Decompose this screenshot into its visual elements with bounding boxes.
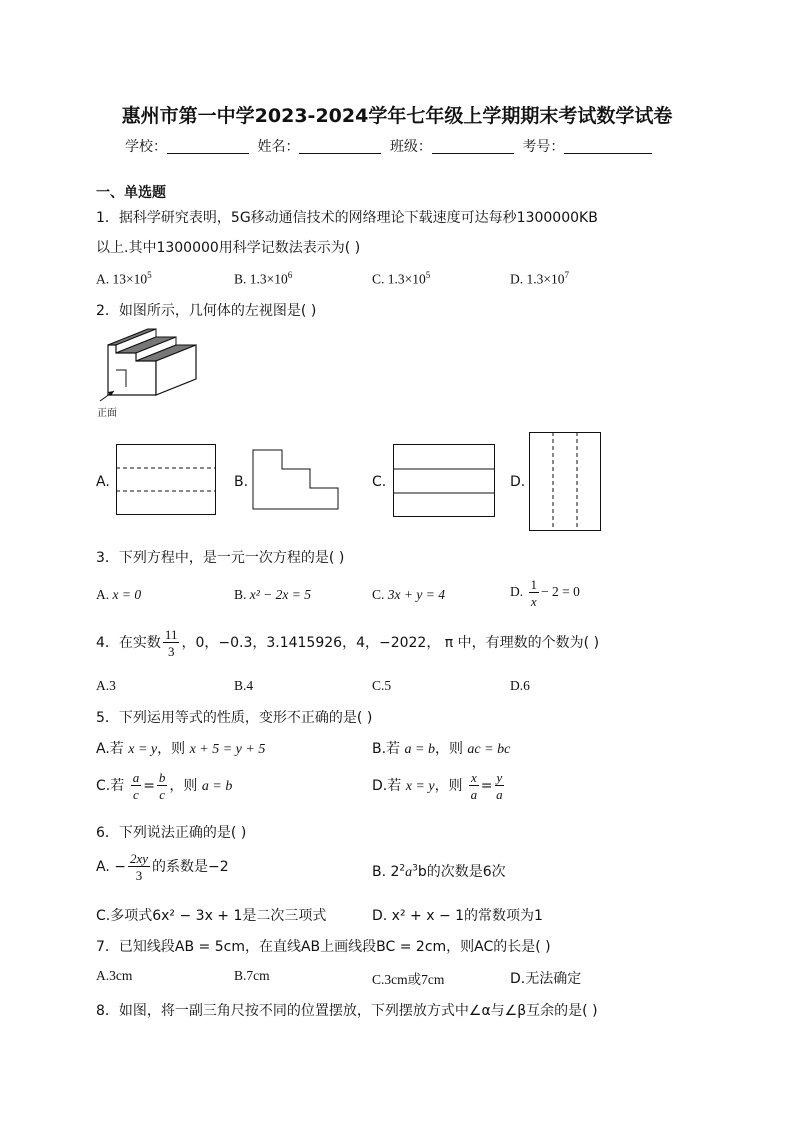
q5-a-pre: A.若	[96, 741, 129, 757]
class-label: 班级：	[389, 139, 432, 155]
q3-option-b	[234, 587, 311, 603]
q5-stem: 5．下列运用等式的性质，变形不正确的是( )	[96, 710, 373, 726]
q5-d-mid: ，则	[434, 778, 468, 794]
q4-fraction	[163, 628, 180, 658]
q4-stem-post: ，0，−0.3，3.1415926，4，−2022， π 中，有理数的个数为( )	[181, 635, 600, 651]
q5-c-frac1	[131, 771, 142, 801]
q1-line2: 以上.其中1300000用科学记数法表示为( )	[96, 240, 361, 256]
q5-option-b	[372, 738, 510, 758]
front-label: 正面	[97, 408, 117, 419]
q3-option-d-label: D.	[510, 584, 527, 600]
q5-d-frac2-den: a	[496, 787, 503, 802]
q5-b-cond: a = b	[404, 742, 435, 757]
q3-option-d	[510, 578, 580, 608]
q3-option-c	[372, 587, 445, 603]
q5-c-mid: ，则	[169, 778, 202, 794]
q2-option-b-label: B.	[234, 474, 249, 490]
q4-stem-pre: 4．在实数	[96, 635, 161, 651]
q8-stem: 8．如图，将一副三角尺按不同的位置摆放，下列摆放方式中∠α与∠β互余的是( )	[96, 1003, 598, 1019]
q6-b-exp2: 3	[412, 863, 418, 874]
q3-option-b-label: B.	[234, 587, 250, 602]
q1-option-c-exp: 5	[425, 270, 431, 280]
q5-d-frac1	[469, 771, 479, 801]
q5-a-res: x + 5 = y + 5	[189, 742, 266, 757]
q5-a-cond: x = y	[128, 742, 158, 757]
q3-option-a-expr: x = 0	[112, 587, 142, 602]
q3-d-numerator: 1	[530, 577, 537, 592]
q5-c-frac2	[157, 771, 168, 801]
school-label: 学校：	[125, 139, 167, 155]
class-blank	[432, 139, 514, 154]
q5-c-frac2-num: b	[158, 770, 166, 785]
q6-option-b	[372, 861, 506, 881]
q4-option-d: D.6	[510, 678, 530, 693]
q1-option-c-text: C. 1.3×10	[372, 271, 426, 287]
q5-option-d	[372, 771, 506, 801]
q6-a-frac	[128, 852, 150, 882]
q5-option-c	[96, 771, 232, 801]
q2-option-a-label: A.	[96, 474, 110, 490]
q5-b-mid: ，则	[434, 741, 468, 757]
name-label: 姓名：	[257, 139, 300, 155]
q3-option-b-expr: x² − 2x = 5	[249, 587, 312, 602]
q3-option-c-expr: 3x + y = 4	[387, 587, 445, 602]
q6-a-frac-num: 2xy	[129, 851, 149, 866]
q1-option-b-text: B. 1.3×10	[234, 271, 288, 287]
q5-b-res: ac = bc	[467, 742, 511, 757]
q2-option-d-view	[529, 432, 602, 532]
q6-a-pre: A. −	[96, 859, 126, 875]
q3-option-d-rest: − 2 = 0	[541, 584, 580, 600]
q7-stem: 7．已知线段AB = 5cm，在直线AB上画线段BC = 2cm，则AC的长是( )	[96, 939, 551, 955]
q1-line1: 1．据科学研究表明，5G移动通信技术的网络理论下载速度可达每秒1300000KB	[96, 210, 598, 226]
q4-option-b: B.4	[234, 678, 254, 693]
q5-a-mid: ，则	[157, 741, 190, 757]
q1-option-c	[372, 270, 430, 288]
q5-d-frac2	[495, 771, 505, 801]
q3-stem: 3．下列方程中，是一元一次方程的是( )	[96, 550, 345, 566]
q4-fraction-num: 11	[164, 627, 178, 642]
q5-c-eq: =	[143, 778, 155, 794]
q5-b-pre: B.若	[372, 741, 405, 757]
q4-option-a: A.3	[96, 678, 116, 693]
q6-a-frac-den: 3	[135, 868, 143, 883]
q1-option-b-exp: 6	[287, 270, 293, 280]
q3-d-denominator: x	[530, 594, 537, 609]
q5-d-frac1-num: x	[471, 770, 477, 785]
q3-option-c-label: C.	[372, 587, 388, 602]
q5-d-cond: x = y	[405, 779, 435, 794]
q2-option-d-label: D.	[510, 474, 526, 490]
section-heading: 一、单选题	[96, 185, 166, 201]
q1-option-d-text: D. 1.3×10	[510, 271, 565, 287]
q1-option-a-exp: 5	[147, 270, 152, 280]
number-label: 考号：	[522, 139, 565, 155]
q3-option-d-fraction	[529, 578, 540, 608]
q5-d-frac2-num: y	[496, 770, 503, 785]
q1-option-d	[510, 270, 569, 288]
student-info-line	[125, 136, 656, 156]
q1-option-a	[96, 270, 152, 288]
q5-d-frac1-den: a	[470, 787, 478, 802]
q7-option-c: C.3cm或7cm	[372, 972, 445, 987]
q3-option-a-label: A.	[96, 587, 113, 602]
q6-b-exp1: 2	[399, 863, 406, 874]
q7-option-a: A.3cm	[96, 968, 133, 983]
q6-a-post: 的系数是−2	[152, 859, 229, 875]
q5-c-res: a = b	[201, 779, 233, 794]
q5-d-pre: D.若	[372, 778, 406, 794]
q2-option-b-view	[252, 449, 340, 511]
q6-b-pre: B. 2	[372, 864, 400, 880]
q1-option-d-exp: 7	[564, 270, 569, 280]
q7-option-d: D.无法确定	[510, 971, 582, 987]
q4-stem	[96, 628, 599, 658]
q1-option-b	[234, 270, 292, 288]
number-blank	[564, 139, 652, 154]
q6-b-var: a	[405, 865, 413, 880]
q6-option-a	[96, 852, 229, 882]
q2-option-c-view	[393, 444, 496, 518]
q3-option-a	[96, 587, 141, 603]
school-blank	[167, 139, 249, 154]
q6-b-post: b的次数是6次	[417, 864, 506, 880]
q1-option-a-text: A. 13×10	[96, 271, 148, 287]
q2-option-c-label: C.	[372, 474, 387, 490]
q5-c-frac2-den: c	[159, 787, 166, 802]
q5-c-pre: C.若	[96, 778, 129, 794]
q7-option-b: B.7cm	[234, 968, 270, 983]
q4-option-c: C.5	[372, 678, 392, 693]
q5-c-frac1-num: a	[132, 770, 140, 785]
q6-stem: 6．下列说法正确的是( )	[96, 825, 247, 841]
q6-option-c: C.多项式6x² − 3x + 1是二次三项式	[96, 908, 327, 924]
name-blank	[299, 139, 381, 154]
q5-option-a	[96, 738, 265, 758]
q2-stem: 2．如图所示，几何体的左视图是( )	[96, 303, 317, 319]
q6-option-d: D. x² + x − 1的常数项为1	[372, 908, 543, 924]
q2-option-a-view	[116, 444, 217, 516]
q5-c-frac1-den: c	[133, 787, 139, 802]
q5-d-eq: =	[480, 778, 493, 794]
page-title: 惠州市第一中学2023-2024学年七年级上学期期末考试数学试卷	[121, 105, 673, 127]
q4-fraction-den: 3	[167, 644, 175, 659]
